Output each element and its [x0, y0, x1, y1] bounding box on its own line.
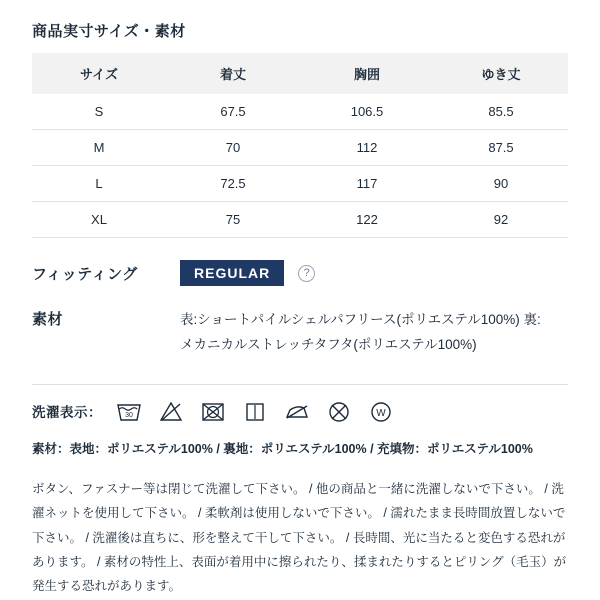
cell-chest: 106.5 [300, 94, 434, 130]
cell-size: M [32, 130, 166, 166]
status-badge: REGULAR [180, 260, 284, 286]
column-header-sleeve: ゆき丈 [434, 53, 568, 94]
iron-prohibited-icon [284, 399, 310, 423]
cell-sleeve: 85.5 [434, 94, 568, 130]
table-row [32, 166, 568, 202]
help-icon[interactable]: ? [298, 265, 315, 282]
cell-length: 75 [166, 202, 300, 238]
material-text: 表:ショートパイルシェルパフリース(ポリエステル100%) 裏:メカニカルストレッチタフタ(ポリエステル100%) [180, 312, 541, 352]
column-header-size: サイズ [32, 53, 166, 94]
care-notes-text: ボタン、ファスナー等は閉じて洗濯して下さい。 / 他の商品と一緒に洗濯しないで下さい。 / 洗濯ネットを使用して下さい。 / 柔軟剤は使用しないで下さい。 / 濡れたまま長時間放置しないで下さい。 / 洗濯後は直ちに、形を整えて干して下さい。 / 長時間、光に当たると変色する恐れがあります。 / 素材の特性上、表面が着用中に擦られたり、揉まれたりするとピリング（毛玉）が発生する恐れがあります。 [32, 481, 567, 594]
fitting-row [32, 260, 568, 286]
table-row [32, 202, 568, 238]
care-icon-group [116, 399, 394, 423]
cell-size: L [32, 166, 166, 202]
size-table-head [32, 53, 568, 94]
cell-size: XL [32, 202, 166, 238]
divider [32, 384, 568, 385]
column-header-length: 着丈 [166, 53, 300, 94]
cell-chest: 117 [300, 166, 434, 202]
column-header-chest: 胸囲 [300, 53, 434, 94]
material-label: 素材 [32, 311, 64, 328]
size-table [32, 53, 568, 238]
care-label: 洗濯表示： [32, 404, 102, 420]
composition-text: 素材：表地：ポリエステル100% / 裏地：ポリエステル100% / 充填物：ポリエステル100% [32, 441, 533, 456]
cell-chest: 112 [300, 130, 434, 166]
cell-length: 70 [166, 130, 300, 166]
material-row [32, 308, 568, 358]
svg-text:W: W [376, 407, 386, 419]
cell-length: 67.5 [166, 94, 300, 130]
wet-clean-icon [368, 399, 394, 423]
size-table-header-row [32, 53, 568, 94]
tumble-dry-prohibited-icon [200, 399, 226, 423]
drip-dry-line-icon [242, 399, 268, 423]
table-row [32, 94, 568, 130]
care-row [32, 399, 568, 423]
cell-chest: 122 [300, 202, 434, 238]
cell-sleeve: 87.5 [434, 130, 568, 166]
wash-30-icon [116, 399, 142, 423]
cell-size: S [32, 94, 166, 130]
bleach-prohibited-icon [158, 399, 184, 423]
table-row [32, 130, 568, 166]
size-table-body [32, 94, 568, 238]
page-title: 商品実寸サイズ・素材 [32, 23, 186, 40]
cell-sleeve: 90 [434, 166, 568, 202]
dry-clean-prohibited-icon [326, 399, 352, 423]
cell-sleeve: 92 [434, 202, 568, 238]
svg-text:30: 30 [125, 411, 133, 419]
cell-length: 72.5 [166, 166, 300, 202]
fitting-label: フィッティング [32, 265, 138, 283]
